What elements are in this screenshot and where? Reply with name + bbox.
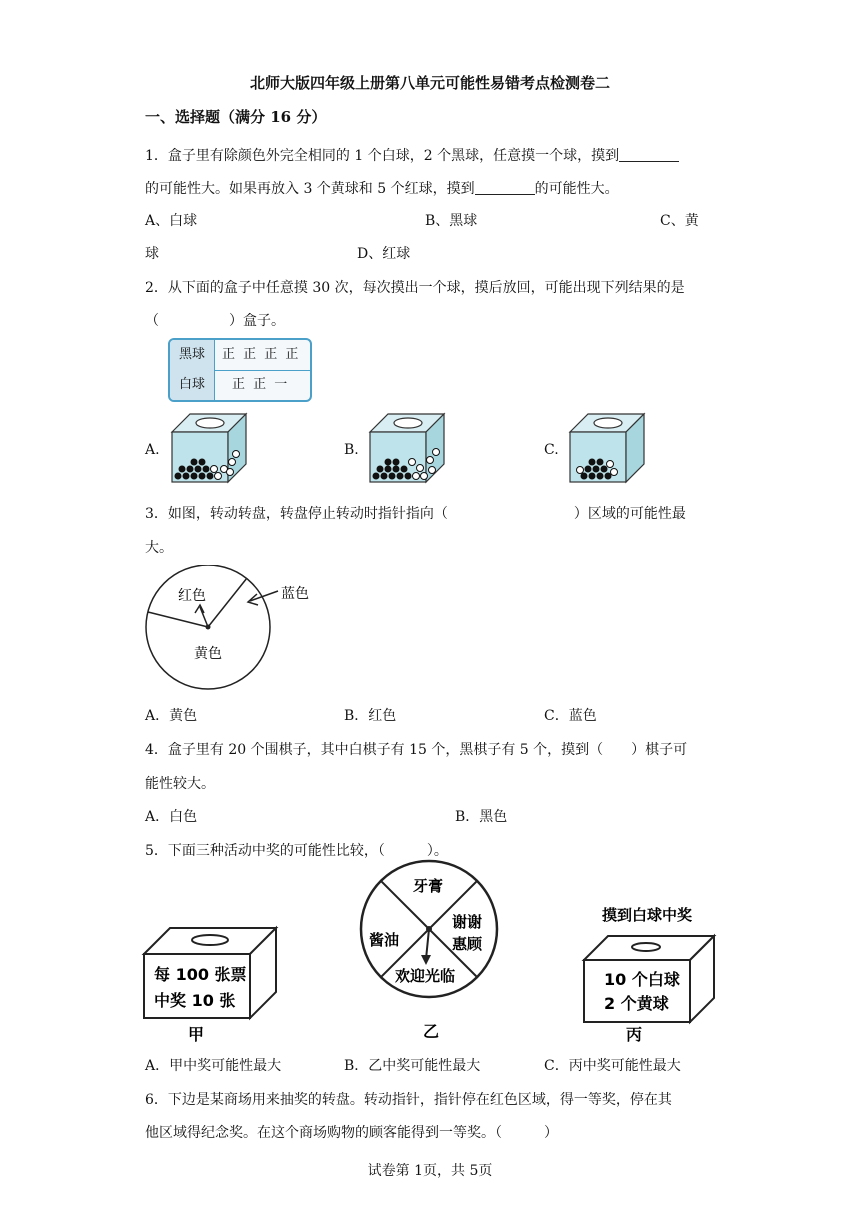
q6-line2: 他区域得纪念奖。在这个商场购物的顾客能得到一等奖。（ ） [145, 1125, 558, 1141]
q2-line1: 2．从下面的盒子中任意摸 30 次，每次摸出一个球，摸后放回，可能出现下列结果的是 [145, 280, 685, 296]
ball-box-c-image [568, 410, 648, 485]
spinner-label-blue: 蓝色 [281, 586, 309, 602]
bing-caption: 摸到白球中奖 [602, 906, 693, 924]
q3-option-a[interactable]: A．黄色 [145, 708, 198, 724]
tally-value: 正 正 正 正 [222, 347, 301, 362]
q1-option-a[interactable]: A、白球 [145, 213, 198, 229]
q1-blank1[interactable] [619, 147, 679, 162]
q1-line1 [145, 145, 679, 165]
tally-label: 白球 [170, 370, 215, 400]
q4-line2: 能性较大。 [145, 776, 215, 792]
tally-row-black [170, 340, 310, 371]
page-title: 北师大版四年级上册第八单元可能性易错考点检测卷二 [249, 74, 610, 92]
yi-sector-1: 牙膏 [413, 877, 444, 895]
yi-label: 乙 [423, 1022, 440, 1041]
q1-option-c[interactable]: C、黄 [660, 213, 699, 229]
ticket-box-jia-image [140, 920, 290, 1045]
section-heading: 一、选择题（满分 16 分） [145, 108, 327, 126]
spinner-label-yellow: 黄色 [194, 646, 222, 662]
q4-option-b[interactable]: B．黑色 [455, 809, 508, 825]
prize-spinner-yi-image [355, 855, 505, 1045]
q3-line1 [145, 503, 686, 523]
q2-line2: （ ）盒子。 [145, 313, 285, 329]
q3-text1: 3．如图，转动转盘，转盘停止转动时指针指向（ [145, 506, 448, 522]
q3-option-c[interactable]: C．蓝色 [544, 708, 597, 724]
q1-text2: 的可能性大。如果再放入 3 个黄球和 5 个红球，摸到 [145, 181, 475, 197]
q2-option-b[interactable]: B. [344, 442, 359, 458]
q1-text1: 1．盒子里有除颜色外完全相同的 1 个白球，2 个黑球，任意摸一个球，摸到 [145, 148, 620, 164]
q6-line1: 6．下边是某商场用来抽奖的转盘。转动指针，指针停在红色区域，得一等奖，停在其 [145, 1092, 672, 1108]
q1-option-d[interactable]: D、红球 [357, 246, 411, 262]
jia-text-2: 中奖 10 张 [154, 991, 236, 1010]
tally-value: 正 正 一 [232, 377, 290, 392]
spinner-label-red: 红色 [178, 588, 206, 604]
q1-blank2[interactable] [475, 180, 535, 195]
yi-sector-4: 酱油 [369, 931, 400, 949]
bing-text-2: 2 个黄球 [604, 994, 669, 1013]
q4-option-a[interactable]: A．白色 [145, 809, 198, 825]
q5-option-b[interactable]: B．乙中奖可能性最大 [344, 1058, 481, 1074]
bing-text-1: 10 个白球 [604, 970, 680, 989]
q5-option-c[interactable]: C．丙中奖可能性最大 [544, 1058, 681, 1074]
jia-text-1: 每 100 张票 [154, 965, 247, 984]
yi-sector-2a: 谢谢 [452, 913, 483, 931]
tally-table [168, 338, 312, 402]
q5-line1: 5．下面三种活动中奖的可能性比较，（ ）。 [145, 843, 448, 859]
q2-option-c[interactable]: C. [544, 442, 559, 458]
spinner-image [140, 565, 330, 695]
q3-option-b[interactable]: B．红色 [344, 708, 397, 724]
q1-option-c-cont: 球 [145, 246, 159, 262]
page-footer: 试卷第 1页，共 5页 [367, 1163, 493, 1179]
ball-box-bing-image [580, 900, 720, 1045]
q1-text3: 的可能性大。 [534, 181, 619, 197]
tally-row-white [170, 370, 310, 400]
q5-option-a[interactable]: A．甲中奖可能性最大 [145, 1058, 282, 1074]
tally-label: 黑球 [170, 340, 215, 370]
bing-label: 丙 [626, 1025, 643, 1044]
q4-line1: 4．盒子里有 20 个围棋子，其中白棋子有 15 个，黑棋子有 5 个，摸到（ ）棋子可 [145, 742, 688, 758]
q1-line2 [145, 178, 619, 198]
ball-box-b-image [368, 410, 448, 485]
ball-box-a-image [170, 410, 250, 485]
q1-option-b[interactable]: B、黑球 [425, 213, 478, 229]
q2-option-a[interactable]: A. [145, 442, 160, 458]
jia-label: 甲 [188, 1025, 205, 1044]
q3-text2: ）区域的可能性最 [573, 506, 686, 522]
yi-sector-3: 欢迎光临 [395, 967, 456, 985]
q3-line2: 大。 [145, 540, 173, 556]
yi-sector-2b: 惠顾 [452, 935, 483, 953]
